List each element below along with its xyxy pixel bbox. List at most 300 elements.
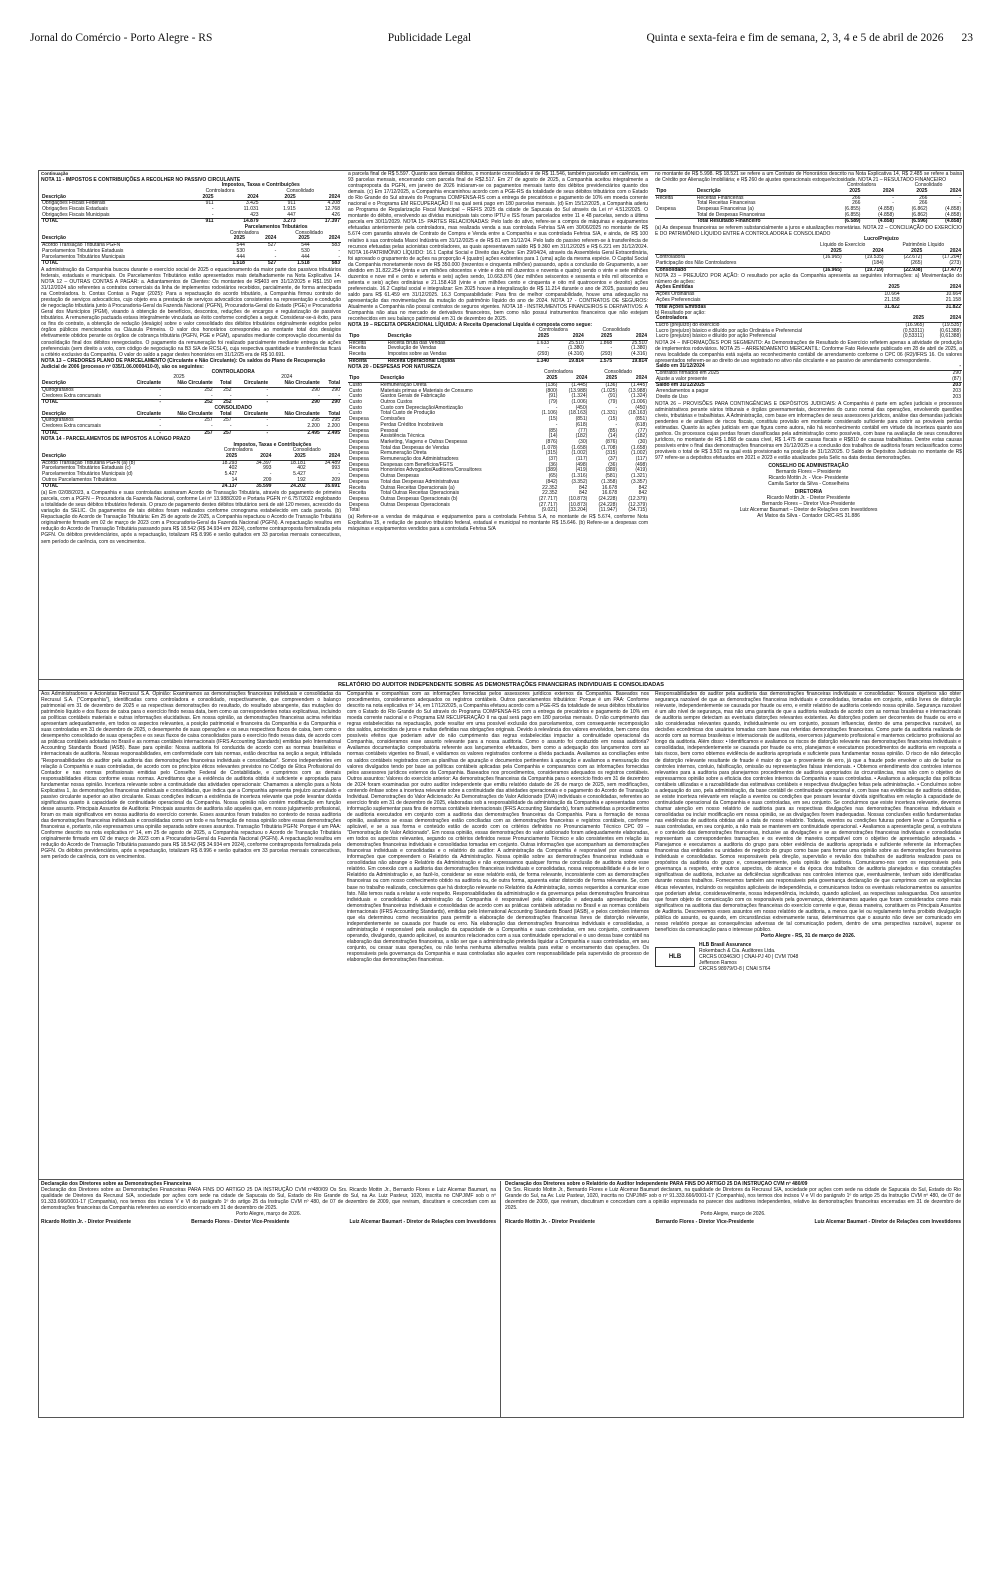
- declaration-place: Porto Alegre, março de 2026.: [700, 1211, 766, 1218]
- page-number: 23: [961, 32, 973, 44]
- table-cell: 34.397: [256, 459, 272, 466]
- table-cell: Total de Despesas Financeiras: [696, 211, 766, 218]
- table-cell: (91): [608, 393, 618, 400]
- table-cell: 209: [263, 476, 272, 483]
- note-11-table: Impostos, Taxas e Contribuições Controladora Consolidado Descrição 2025 2024 2025 2024 Obrigações Fiscais Federais 911 3.425 911 4.208 Obrigações Fiscais Estaduais - 11.031 1.915 12.768 Obrigações Fiscais Municipais - 423 447 426 TOTAL 911 14.879 3.273 17.397: [42, 182, 340, 225]
- table-cell: 1.518: [211, 261, 246, 267]
- table-cell: (0,53311): [903, 327, 925, 334]
- table-cell: 295: [311, 417, 320, 424]
- table-cell: Lucro (prejuízo) do exercício: [656, 321, 720, 328]
- declaration-text: Os Srs. Ricardo Mottin Jr., Bernardo Flores e Luiz Alcemar Baumart declaram, na qualidade de Diretores da Recrusul S/A, sociedade por ações com sede na cidade de Sapucaia do Sul, Estado do Rio Grande do Sul, na Av. Luiz Pasteur, 1020, inscrita no CNPJ/MF sob o nº 91.333.666/0001-17 (Companhia), nos termos dos incisos V e VI do parágrafo 1º do artigo 25 da Instrução CVM nº 480, de 07 de dezembro de 2009, que reviram, discutiram e concordam com a opinião expressada no parecer dos auditores independentes, relativo às demonstrações financeiras encerradas em 31 de dezembro de 2025.: [505, 1187, 961, 1212]
- table-cell: 14.879: [215, 219, 260, 225]
- table-cell: 17.397: [297, 219, 341, 225]
- table-cell: (6.855): [844, 205, 861, 212]
- table-cell: Despesas Financeiras (a): [696, 205, 754, 212]
- table-cell: Custo: [349, 399, 363, 405]
- table-cell: Custo: [349, 381, 363, 388]
- table-cell: Total: [214, 412, 233, 418]
- table-cell: (618): [635, 421, 647, 428]
- table-cell: (17.204): [942, 254, 961, 261]
- audit-firm-legal: Rokembach & Cia. Auditores Ltda.: [699, 947, 776, 954]
- table-cell: (16.965): [905, 321, 925, 328]
- table-cell: 2024: [613, 334, 648, 340]
- table-cell: 18.293: [221, 459, 238, 466]
- note-22-text: (a) As despesas financeiras se referem substancialmente a juros e atualizações monetárias. NOTA 22 – CONCILIAÇÃO DO EXERCÍCIO E DO PATRIMÔNIO LÍQUIDO ENTRE A CONTROLADORA E CONSOLIDADO: [655, 225, 962, 238]
- note-24-25-text: NOTA 24 – INFORMAÇÕES POR SEGMENTO: As Demonstrações de Resultado do Exercício refletem apenas a atividade de produção de implementos rodoviários. NOTA 25 – ARRENDAMENTO MERCANTIL: Conforme Fato Relevante publicado em 28 de abril de 2025, a nova localidade da companhia está sujeita ao reconhecimento contábil de arrendamento conforme o CPC 06 (R2)/IFRS 16. Os valores apresentados referem-se ao direito de uso registrado no ativo não circulante e ao passivo de arrendamento correspondente.: [655, 340, 962, 365]
- table-cell: -: [211, 392, 213, 399]
- table-cell: (79): [608, 399, 618, 405]
- declaration-signatures: [505, 1219, 961, 1225]
- column-1: [41, 171, 341, 678]
- hlb-logo-icon: HLB: [655, 947, 695, 967]
- table-cell: Pessoal: [380, 427, 399, 434]
- directors-declaration-financials: [41, 1181, 496, 1417]
- table-cell: 444: [301, 253, 310, 260]
- table-cell: (37): [548, 456, 558, 463]
- signature: Bernardo Flores - Diretor Vice-Presidente: [191, 1219, 290, 1226]
- table-cell: 2024: [297, 195, 341, 201]
- table-cell: -: [918, 364, 962, 370]
- column-2: [348, 171, 648, 678]
- table-cell: Direito de Uso: [656, 393, 688, 400]
- table-cell: 257: [204, 417, 213, 424]
- table-cell: (6.596): [895, 219, 929, 225]
- table-cell: 2025: [260, 195, 297, 201]
- table-cell: 2024: [901, 285, 962, 291]
- table-cell: (15): [548, 416, 558, 423]
- table-cell: (19.535): [942, 321, 961, 328]
- table-cell: Não Circulante: [162, 412, 214, 418]
- table-cell: -: [318, 392, 320, 399]
- table-cell: -: [211, 211, 214, 218]
- table-cell: (1.358): [601, 478, 618, 485]
- table-cell: Credores Extra concursais: [42, 392, 101, 399]
- table-cell: 2025: [588, 376, 618, 382]
- table-cell: 3.273: [260, 219, 297, 225]
- table-cell: Outras Despesas Operacionais: [380, 501, 450, 508]
- table-cell: (10.873): [568, 495, 588, 502]
- table-cell: (22.938): [885, 267, 924, 273]
- table-cell: -: [892, 194, 894, 201]
- director: Ricardo Mottin Jr. - Diretor Presidente: [766, 495, 851, 502]
- section-title: Publicidade Legal: [387, 32, 472, 44]
- table-cell: (4.858): [945, 205, 961, 212]
- table-cell: (498): [575, 461, 588, 468]
- table-cell: (87): [952, 375, 961, 382]
- table-cell: Parcelamentos Tributários Municipais: [42, 253, 126, 260]
- signature: Ricardo Mottin Jr. - Diretor Presidente: [41, 1219, 132, 1226]
- table-cell: 209: [331, 476, 340, 483]
- table-cell: 444: [236, 253, 245, 260]
- table-cell: (4.316): [631, 351, 647, 358]
- table-cell: 290: [952, 369, 961, 376]
- table-cell: Impostos sobre as Vendas: [387, 351, 447, 358]
- table-cell: (136): [545, 381, 558, 388]
- table-cell: -: [125, 430, 162, 436]
- table-cell: Despesa: [349, 473, 369, 480]
- table-cell: (24.228): [598, 495, 618, 502]
- table-cell: (293): [600, 351, 613, 358]
- table-cell: 11.031: [243, 205, 259, 212]
- note-22-table: Lucro/Prejuízo Líquido do Exercício Patrimônio Líquido 2025 2024 2025 2024 Controladora (16.965) (19.535) (22.672) (17.204) Participação dos Não Controladores - (184) (265) (273) Consolidado (16.965) (19.719) (22.938) (17.477): [656, 236, 961, 273]
- table-cell: Descrição: [41, 454, 204, 460]
- table-cell: (1.006): [631, 399, 647, 405]
- table-cell: Outras Despesas Operacionais (b): [380, 495, 458, 502]
- table-cell: -: [555, 421, 558, 428]
- table-cell: -: [266, 386, 269, 393]
- table-cell: (182): [575, 433, 588, 440]
- table-cell: (6.862): [911, 211, 928, 218]
- table-cell: 2024: [311, 236, 341, 242]
- table-cell: (13.988): [628, 387, 647, 394]
- table-cell: 530: [301, 247, 310, 254]
- table-cell: 252: [162, 400, 214, 406]
- table-cell: 257: [214, 430, 233, 436]
- table-cell: (273): [949, 259, 961, 266]
- table-cell: (9.021): [541, 507, 558, 514]
- table-cell: 25.510: [631, 339, 647, 346]
- table-cell: -: [547, 345, 550, 352]
- table-cell: (77): [638, 427, 647, 434]
- table-cell: Quirografários: [42, 386, 74, 393]
- table-cell: TOTAL: [41, 219, 181, 225]
- board-member: Ricardo Mottin Jr. - Vice- Presidente: [768, 475, 849, 482]
- table-cell: 21.158: [945, 296, 961, 303]
- table-cell: Receita: [656, 194, 673, 201]
- table-cell: Custo: [349, 404, 363, 411]
- table-cell: 252: [204, 386, 213, 393]
- table-cell: Custo: [349, 387, 363, 394]
- auditor-crc: CRCRS 98979/O-8 | CNAI 5764: [699, 966, 771, 973]
- table-cell: 266: [852, 194, 861, 201]
- table-cell: 527: [246, 261, 277, 267]
- table-cell: (4.858): [878, 211, 894, 218]
- table-cell: Remuneração Direta: [380, 450, 427, 457]
- table-cell: (34.715): [628, 507, 647, 514]
- table-cell: 203: [918, 383, 962, 389]
- table-cell: Despesa: [349, 461, 369, 468]
- table-cell: (0,53311): [903, 333, 925, 340]
- table-cell: TOTAL: [41, 400, 125, 406]
- table-cell: (1.006): [571, 399, 588, 405]
- table-cell: 2.495: [321, 430, 341, 436]
- table-cell: 2024: [238, 454, 272, 460]
- table-cell: Despesa: [349, 438, 369, 445]
- table-cell: 35.599: [238, 484, 272, 490]
- table-cell: (22.672): [903, 254, 923, 261]
- table-cell: 2025: [211, 236, 246, 242]
- table-cell: 2024: [928, 189, 962, 195]
- table-cell: 2025: [801, 249, 843, 255]
- table-cell: 1.340: [522, 358, 550, 364]
- table-cell: (19.535): [864, 254, 884, 261]
- table-cell: (6.862): [911, 205, 928, 212]
- table-cell: (4.858): [928, 219, 962, 225]
- table-cell: 544: [236, 242, 245, 249]
- table-cell: (13.988): [568, 387, 588, 394]
- note-20-text: (a) Refere-se a vendas de máquinas e equipamentos para a controlada Fehrisa S.A, no montante de R$ 5.674, conforme Nota Explicativa 15, e redução de passivo tributário federal, estadual e municipal no montante R$ 15.646. (b) Refere-se a despesas com máquinas e equipamentos vendidos para a controlada Fehrisa S/A: [348, 514, 648, 533]
- table-cell: Total Resultado Financeiro: [696, 219, 828, 225]
- table-cell: 1.868: [599, 339, 613, 346]
- table-cell: -: [269, 471, 272, 478]
- table-cell: 2.200: [307, 423, 320, 430]
- table-cell: Total Ações Emitidas: [655, 304, 839, 310]
- table-cell: Saldo em 31/12/2025: [655, 383, 918, 389]
- table-cell: 2024: [925, 316, 962, 322]
- table-cell: Receita Bruta das Vendas: [387, 339, 446, 346]
- note-14-title: NOTA 14 - PARCELAMENTOS DE IMPOSTOS A LONGO PRAZO: [41, 436, 191, 443]
- table-cell: -: [159, 386, 162, 393]
- table-cell: 2025: [522, 334, 550, 340]
- table-cell: (842): [545, 478, 558, 485]
- divider: [39, 1179, 963, 1180]
- table-cell: Credores Extra concursais: [42, 423, 101, 430]
- note-23a-table: [655, 285, 962, 310]
- table-cell: 31.822: [901, 304, 962, 310]
- table-cell: (315): [605, 450, 618, 457]
- table-cell: 16.678: [601, 484, 618, 491]
- table-cell: Quirografários: [42, 417, 74, 424]
- table-cell: (16.965): [801, 267, 843, 273]
- table-cell: 4.208: [327, 200, 340, 207]
- table-cell: Tipo: [348, 334, 387, 340]
- table-cell: -: [840, 259, 842, 266]
- table-cell: (1.658): [571, 444, 588, 451]
- table-cell: Perdas Créditos Incobráveis: [380, 421, 444, 428]
- audit-text: Responsabilidades do auditor pela auditoria das demonstrações financeiras individuais e consolidadas: Nossos objetivos são obter segurança razoável de que as demonstrações financeiras individuais e consolidadas, tomadas em conjunto, estão livres de distorção relevante, independentemente se causada por fraude ou erro, e emitir relatório de auditoria contendo nossa opinião. Segurança razoável é um alto nível de segurança, mas não uma garantia de que a auditoria realizada de acordo com as normas brasileiras e internacionais de auditoria sempre detectam as eventuais distorções relevantes existentes. As distorções podem ser decorrentes de fraude ou erro e são consideradas relevantes quando, individualmente ou em conjunto, possam influenciar, dentro de uma perspectiva razoável, as decisões econômicas dos usuários tomadas com base nas referidas demonstrações financeiras. Como parte da auditoria realizada de acordo com as normas brasileiras e internacionais de auditoria, exercemos julgamento profissional e mantemos ceticismo profissional ao longo da auditoria. Além disso: • Identificamos e avaliamos os riscos de distorção relevante nas demonstrações financeiras individuais e consolidadas, independentemente se causada por fraude ou erro, planejamos e executamos procedimentos de auditoria em resposta a tais riscos, bem como obtemos evidência de auditoria apropriada e suficiente para fundamentar nossa opinião. O risco de não detecção de distorção relevante resultante de fraude é maior do que o proveniente de erro, já que a fraude pode envolver o ato de burlar os controles internos, conluio, falsificação, omissão ou representações falsas intencionais. • Obtemos entendimento dos controles internos relevantes para a auditoria para planejarmos procedimentos de auditoria apropriados às circunstâncias, mas não com o objetivo de expressarmos opinião sobre a eficácia dos controles internos da Companhia e suas controladas. • Avaliamos a adequação das políticas contábeis utilizadas e a razoabilidade das estimativas contábeis e respectivas divulgações feitas pela administração. • Concluímos sobre a adequação do uso, pela administração, da base contábil de continuidade operacional e, com base nas evidências de auditoria obtidas, se existe incerteza relevante em relação a eventos ou condições que possam levantar dúvida significativa em relação à capacidade de continuidade operacional da Companhia e suas controladas, em seu conjunto. Se concluirmos que existe incerteza relevante, devemos chamar atenção em nosso relatório de auditoria para as respectivas divulgações nas demonstrações financeiras individuais e consolidadas ou incluir modificação em nossa opinião, se as divulgações forem inadequadas. Nossas conclusões estão fundamentadas nas evidências de auditoria obtidas até a data de nosso relatório. Todavia, eventos ou condições futuras podem levar a Companhia e suas controladas, em seu conjunto, a não mais se manterem em continuidade operacional. • Avaliamos a apresentação geral, a estrutura e o conteúdo das demonstrações financeiras, inclusive as divulgações e se as demonstrações financeiras individuais e consolidadas representam as correspondentes transações e os eventos de maneira compatível com o objetivo de apresentação adequada. • Planejamos e executamos a auditoria do grupo para obter evidência de auditoria apropriada e suficiente referente às informações financeiras das entidades ou unidades de negócio do grupo como base para formar uma opinião sobre as demonstrações financeiras individuais e consolidadas. Somos responsáveis pela direção, supervisão e revisão dos trabalhos de auditoria realizados para os propósitos da auditoria do grupo e, consequentemente, pela opinião de auditoria. Comunicamo-nos com os responsáveis pela governança a respeito, entre outros aspectos, do alcance e da época dos trabalhos de auditoria planejados e das constatações significativas de auditoria, inclusive as deficiências significativas nos controles internos que, eventualmente, tenham sido identificadas durante nossos trabalhos. Fornecemos também aos responsáveis pela governança declaração de que cumprimos com as exigências éticas relevantes, incluindo os requisitos aplicáveis de independência, e comunicamos todos os eventuais relacionamentos ou assuntos que poderiam afetar, consideravelmente, nossa independência, incluindo, quando aplicável, as respectivas salvaguardas. Dos assuntos que foram objeto de comunicação com os responsáveis pela governança, determinamos aqueles que foram considerados como mais significativos na auditoria das demonstrações financeiras do exercício corrente e que, dessa maneira, constituem os Principais Assuntos de Auditoria. Descrevemos esses assuntos em nosso relatório de auditoria, a menos que lei ou regulamento tenha proibido divulgação pública do assunto, ou quando, em circunstâncias extremamente raras, determinarmos que o assunto não deve ser comunicado em nosso relatório porque as consequências adversas de tal comunicação podem, dentro de uma perspectiva razoável, superar os benefícios da comunicação para o interesse público.: [655, 691, 961, 933]
- table-cell: Saldo em 31/12/2024: [655, 364, 918, 370]
- table-cell: -: [338, 253, 340, 260]
- signature: Bernardo Flores - Diretor Vice-Presidente: [655, 1219, 754, 1226]
- table-cell: -: [892, 200, 894, 207]
- table-cell: 2024: [550, 334, 585, 340]
- table-cell: -: [159, 423, 162, 430]
- table-cell: 14: [231, 476, 238, 483]
- table-cell: 12.768: [324, 205, 340, 212]
- table-cell: 530: [236, 247, 245, 254]
- table-cell: 257: [162, 430, 214, 436]
- note-21-table: Controladora Consolidado Tipo Descrição 2025 2024 2025 2024 Receita Receitas Financeiras 266 - 266 - Total Receitas Financeiras 266 - 266 - Despesa Despesas Financeiras (a) (6.855) (4.858) (6.862) (4.858) Total de Despesas Financeiras (6.855) (4.858) (6.862) (4.858) Total Resultado Financeiro (6.589) (4.858) (6.596) (4.858): [656, 182, 961, 225]
- table-cell: Descrição: [41, 412, 125, 418]
- table-cell: 203: [952, 393, 961, 400]
- table-cell: 527: [267, 242, 277, 249]
- table-cell: (85): [608, 427, 618, 434]
- table-cell: -: [159, 417, 162, 424]
- column-3: [655, 171, 962, 678]
- table-cell: Receita Operacional Líquida: [387, 358, 522, 364]
- table-cell: TOTAL: [41, 484, 204, 490]
- table-cell: (18.163): [628, 410, 647, 417]
- table-cell: (4.858): [861, 219, 895, 225]
- table-cell: 911: [181, 219, 215, 225]
- table-cell: 19.814: [550, 358, 585, 364]
- table-cell: (1.316): [571, 473, 588, 480]
- table-cell: Não Circulante: [269, 412, 321, 418]
- table-cell: 22.352: [542, 484, 558, 491]
- table-cell: 2025: [828, 189, 862, 195]
- table-cell: (4.858): [878, 205, 894, 212]
- table-cell: Contratos firmados em 2025: [656, 369, 720, 376]
- director: Luiz Alcemar Baumart – Diretor de Relações com Investidores: [739, 507, 878, 514]
- table-cell: Circulante: [233, 381, 270, 387]
- table-cell: Despesa: [349, 450, 369, 457]
- table-cell: (0,61388): [939, 333, 961, 340]
- table-cell: Custo: [349, 393, 363, 400]
- table-cell: 16.678: [601, 490, 618, 497]
- table-cell: -: [233, 400, 270, 406]
- note-20-title: NOTA 20 - DESPESAS POR NATUREZA: [348, 364, 441, 371]
- table-cell: (117): [635, 456, 647, 463]
- table-cell: (184): [871, 259, 884, 266]
- table-cell: 203: [952, 388, 961, 395]
- table-cell: Total: [349, 507, 360, 514]
- table-cell: -: [610, 345, 613, 352]
- table-cell: (419): [635, 467, 647, 474]
- table-cell: Receita: [349, 484, 366, 491]
- table-cell: (1.445): [571, 381, 588, 388]
- table-cell: Receita: [349, 351, 366, 358]
- audit-firm: HLB Brasil Assurance: [699, 941, 752, 948]
- table-cell: 2024: [618, 376, 648, 382]
- table-cell: TOTAL: [41, 430, 125, 436]
- declaration-text: Declaração dos Diretores sobre as Demonstrações Financeiras PARA FINS DO ARTIGO 25 DA INSTRUÇÃO CVM nº480/09 Os Srs. Ricardo Mottin Jr., Bernardo Flores e Luiz Alcemar Baumart, na qualidade de Diretores da Recrusul S/A, sociedade por ações com sede na cidade de Sapucaia do Sul, Estado do Rio Grande do Sul, na Av. Luiz Pasteur, 1020, inscrita no CNPJ/MF sob o nº 91.333.666/0001-17 (Companhia), nos termos dos incisos V e VI do parágrafo 1º do artigo 25 da Instrução CVM nº 480, de 07 de dezembro de 2009, que reviram, discutiram e concordam com as demonstrações financeiras da Companhia referentes ao exercício encerrado em 31 de dezembro de 2025.: [41, 1187, 496, 1212]
- audit-report-title: RELATÓRIO DO AUDITOR INDEPENDENTE SOBRE AS DEMONSTRAÇÕES FINANCEIRAS INDIVIDUAIS E CONSOLIDADAS: [39, 679, 963, 691]
- table-cell: Custo: [349, 410, 363, 417]
- table-cell: (18.163): [568, 410, 588, 417]
- note-14-text: (a) Em 02/08/2023, a Companhia e suas controladas assinaram Acordo de Transação Tributária, através do pagamento de primeira parcela, com a PGFN – Procuradoria da Fazenda Nacional, conforme Lei nº 13.988/2020 e Portaria PGFN nº 6.757/2022 englobando a totalidade de seus débitos tributários federais. O prazo de pagamento destes débitos tributários será de até 120 meses, acrescido da variação da SELIC. Os pagamentos de tais débitos foram realizados conforme cronograma estabelecido em cada parcela. (b) Repactuação do Acordo de Transação Tributária: Em 25 de agosto de 2025, a Companhia repactuou o Acordo de Transação Tributária originalmente firmado em 02 de março de 2023 com a Procuradoria-Geral da Fazenda Nacional (PGFN). A repactuação resultou em redução do Acordo de Transação Tributária passando para R$ 18.542 (R$ 34.934 em 2024), conforme contraproposta formalizada pela PGFN. Os débitos previdenciários, após a repactuação, totalizam R$ 8.996 e serão quitados em 33 parcelas mensais consecutivas, sem período de carência, com os vencimentos.: [41, 490, 341, 545]
- table-cell: 911: [205, 200, 214, 207]
- table-cell: (389): [605, 467, 618, 474]
- table-cell: 993: [263, 465, 272, 472]
- table-cell: 290: [321, 400, 341, 406]
- table-cell: Total: [321, 381, 341, 387]
- table-cell: Receita: [349, 490, 366, 497]
- table-cell: (450): [575, 404, 588, 411]
- table-cell: (136): [605, 381, 618, 388]
- table-cell: 583: [311, 261, 341, 267]
- table-cell: Total das Despesas Administrativas: [380, 478, 460, 485]
- table-cell: 1.633: [536, 339, 550, 346]
- table-cell: (27.717): [538, 495, 558, 502]
- board-title: CONSELHO DE ADMINISTRAÇÃO: [768, 462, 849, 469]
- audit-column-3: [655, 691, 961, 1179]
- continuation-label: Continuação: [41, 171, 69, 176]
- table-cell: Despesa: [349, 456, 369, 463]
- table-cell: (618): [575, 421, 588, 428]
- table-cell: 842: [578, 490, 588, 497]
- table-cell: (1.331): [601, 410, 618, 417]
- table-cell: Acordo Transação Tributária PGFN (a) (b): [42, 459, 136, 466]
- table-cell: 2024: [215, 195, 260, 201]
- audit-column-1: Aos Administradores e Acionistas Recrusul S.A. Opinião: Examinamos as demonstrações financeiras individuais e consolidadas da Recrusul S.A. ("Companhia"), identificadas como controladora e consolidado, respectivamente, que compreendem o balanço patrimonial em 31 de dezembro de 2025 e as respectivas demonstrações do resultado, do resultado abrangente, das mutações do patrimônio líquido e dos fluxos de caixa para o exercício findo nessa data, bem como as correspondentes notas explicativas, incluindo as políticas contábeis materiais e outras informações elucidativas. Em nossa opinião, as demonstrações financeiras acima referidas apresentam adequadamente, em todos os aspectos relevantes, a posição patrimonial e financeira da Companhia e da Companhia e suas controladas em 31 de dezembro de 2025, o desempenho de suas operações e os seus respectivos fluxos de caixa, bem como o desempenho consolidado de suas operações e os seus fluxos de caixa consolidados para o exercício findo nessa data, de acordo com as práticas contábeis adotadas no Brasil e as normas contábeis internacionais (IFRS Accounting Standards) emitidas pelo International Accounting Standards Board (IASB). Base para opinião: Nossa auditoria foi conduzida de acordo com as normas brasileiras e internacionais de auditoria. Nossas responsabilidades, em conformidade com tais normas, estão descritas na seção a seguir, intitulada "Responsabilidades do auditor pela auditoria das demonstrações financeiras individuais e consolidadas". Somos independentes em relação à Companhia e suas controladas, de acordo com os princípios éticos relevantes previstos no Código de Ética Profissional do Contador e nas normas profissionais emitidas pelo Conselho Federal de Contabilidade, e cumprimos com as demais responsabilidades éticas conforme essas normas. Acreditamos que a evidência de auditoria obtida é suficiente e apropriada para fundamentar nossa opinião. Incerteza relevante sobre a continuidade das atividades operacionais: Chamamos a atenção para a Nota Explicativa 1, às demonstrações financeiras individuais e consolidadas, que indica que a Companhia apresenta prejuízo acumulado e passivo circulante superior ao ativo circulante. Essas condições indicam a existência de incerteza relevante que pode levantar dúvida significativa quanto à capacidade de continuidade operacional da Companhia. Nossa opinião não contém modificação em função desse assunto. Principais Assuntos de Auditoria: Principais assuntos de auditoria são aqueles que, em nosso julgamento profissional, foram os mais significativos em nossa auditoria do exercício corrente. Esses assuntos foram tratados no contexto de nossa auditoria das demonstrações financeiras individuais e consolidadas como um todo e na formação de nossa opinião sobre essas demonstrações financeiras e, portanto, não expressamos uma opinião separada sobre esses assuntos. Transação Tributária PGFN: Porque é um PAA: Conforme descrito na nota explicativa nº 14, em 25 de agosto de 2025, a Companhia repactuou o Acordo de Transação Tributária originalmente firmado em 02 de março de 2023 com a Procuradoria-Geral da Fazenda Nacional (PGFN). A repactuação resultou em redução do Acordo de Transação Tributária passando para R$ 18.542 (R$ 34.934 em 2024), conforme contraproposta formalizada pela PGFN. Os débitos previdenciários, após a repactuação, totalizam R$ 8.996 e serão quitados em 33 parcelas mensais consecutivas, sem período de carência, com os vencimentos.: [41, 691, 341, 861]
- table-cell: 2024: [843, 249, 885, 255]
- table-cell: -: [274, 247, 277, 254]
- signature: Luiz Alcemar Baumart - Diretor de Relações com Investidores: [349, 1219, 496, 1226]
- directors-title: DIRETORIA: [794, 489, 823, 496]
- table-cell: Outras Despesas: [380, 473, 420, 480]
- table-cell: (4.316): [567, 351, 584, 358]
- table-cell: 5.427: [224, 471, 238, 478]
- table-cell: Participação dos Não Controladores: [656, 259, 737, 266]
- edition-date: Quinta e sexta-feira e fim de semana, 2, 3, 4 e 5 de abril de 2026: [646, 32, 944, 44]
- table-cell: Gastos Gerais de Fabricação: [380, 393, 446, 400]
- table-cell: Obrigações Fiscais Estaduais: [42, 205, 108, 212]
- table-cell: 423: [250, 211, 259, 218]
- note-25-table: [655, 364, 962, 400]
- table-cell: Controladora: [656, 254, 685, 261]
- table-cell: (6.589): [828, 219, 862, 225]
- table-cell: 2024: [246, 236, 277, 242]
- table-cell: 2025: [889, 316, 925, 322]
- table-cell: Parcelamentos Tributários Municipais (d): [42, 471, 133, 478]
- table-cell: 2024: [861, 189, 895, 195]
- note-13-table: CONTROLADORA 2025 2024 Descrição Circulante Não Circulante Total Circulante Não Circulante Total Quirografários - 252 252 - 290 290 Credores Extra concursais - - - - - - TOTAL - 252 252 - 290 290 CONSOLIDADO Descrição Circulante Não Circulante Total Circulante Não Circulante Total Quirografários - 257 257 - 295 295 Credores Extra concursais - - - - 2.200 2.200 TOTAL - 257 257 - 2.495 2.495: [42, 368, 340, 436]
- auditor-signature-block: [655, 942, 961, 972]
- table-cell: -: [211, 423, 213, 430]
- table-cell: Acordo Transação Tributária PGFN: [42, 242, 121, 249]
- table-cell: (3.357): [631, 478, 647, 485]
- table-cell: Não Circulante: [269, 381, 321, 387]
- table-cell: Não Circulante: [162, 381, 214, 387]
- table-cell: (876): [545, 438, 558, 445]
- table-cell: Despesa: [349, 416, 369, 423]
- table-cell: Ações Preferenciais: [656, 296, 701, 303]
- table-cell: Tipo: [348, 376, 379, 382]
- note-23b-title: b) Resultado por ação:: [655, 310, 706, 317]
- table-cell: -: [229, 423, 232, 430]
- table-cell: 2.495: [269, 430, 321, 436]
- table-cell: 34.489: [324, 459, 340, 466]
- note-20-table: Controladora Consolidado Tipo Descrição 2025 2024 2025 2024 Custo Remuneração Direta (136) (1.445) (136) (1.445) Custo Materiais primas e Materiais de Consumo (800) (13.988) (1.025) (13.988) Custo Gastos Gerais de Fabricação (91) (1.324) (91) (1.324) Custo Outros Custos (79) (1.006) (79) (1.006) Custo Custo com Depreciação/Amortização - (450) - (450) Custo Total Custo de Produção (1.106) (18.163) (1.331) (18.163) Despesa Comissões (15) (851) (15) (851) Despesa Perdas Créditos Incobráveis - (618) - (618) Despesa Pessoal (85) (77) (85) (77) Despesa Assistência Técnica (14) (182) (14) (182) Despesa Marketing, Viagens e Outras Despesas (876) (30) (876) (30) Despesa Total das Despesas de Vendas (1.078) (1.658) (1.708) (1.658) Despesa Remuneração Direta (315) (1.002) (315) (1.002) Despesa Remuneração dos Administradores (37) (117) (37) (117) Despesa Despesas com Benefícios/FGTS (36) (498) (36) (498) Despesa Honorários Advogados/Auditores/Consultores (389) (419) (389) (419) Despesa Outras Despesas (65) (1.316) (581) (1.321) Despesa Total das Despesas Administrativas (842) (3.352) (1.358) (3.357) Receita Outras Receitas Operacionais (a) 22.352 842 16.678 842 Receita Total Outras Receitas Operacionais 22.352 842 16.678 842 Despesa Outras Despesas Operacionais (b) (27.717) (10.873) (24.228) (12.379) Despesa Outras Despesas Operacionais (27.717) (10.873) (24.228) (12.379) Total (9.021) (33.204) (11.947) (34.715): [349, 369, 647, 514]
- table-cell: (1.445): [631, 381, 647, 388]
- table-cell: 2025: [204, 454, 238, 460]
- table-cell: Parcelamentos Tributários Estaduais (c): [42, 465, 131, 472]
- table-cell: Controladora: [655, 316, 889, 322]
- table-cell: 3.425: [246, 200, 259, 207]
- table-cell: -: [338, 392, 340, 399]
- table-cell: (24.228): [598, 501, 618, 508]
- table-cell: Descrição: [387, 334, 522, 340]
- declaration-signatures: [41, 1219, 496, 1225]
- table-cell: Despesa: [349, 467, 369, 474]
- table-cell: (12.379): [628, 495, 647, 502]
- table-cell: 2025: [529, 376, 559, 382]
- audit-firm-crc: CRCRS 003463/O | CNAI-PJ 40 | CVM 7048: [699, 954, 799, 961]
- table-cell: (3.352): [571, 478, 588, 485]
- table-cell: Lucro (prejuízo) básico e diluído por ação Ordinária e Preferencial: [656, 327, 803, 334]
- accountant: Ari Matos da Silva - Contador CRC-RS 31.886: [757, 513, 860, 520]
- table-cell: -: [233, 430, 270, 436]
- table-cell: TOTAL: [41, 261, 211, 267]
- table-cell: -: [159, 392, 162, 399]
- table-cell: Total Receitas Financeiras: [696, 200, 756, 207]
- audit-place-date: Porto Alegre - RS, 31 de março de 2026.: [760, 932, 856, 939]
- table-cell: (498): [635, 461, 647, 468]
- table-cell: -: [266, 417, 269, 424]
- table-cell: 2024: [923, 249, 962, 255]
- table-cell: (11.947): [598, 507, 618, 514]
- table-cell: -: [229, 392, 232, 399]
- table-cell: (14): [548, 433, 558, 440]
- table-cell: (77): [578, 427, 588, 434]
- table-cell: 2025: [277, 236, 310, 242]
- note-20-21-text: no montante de R$ 5.998. R$ 18.521 se refere a um Contrato de Honorários descrito na Nota Explicativa 14, R$ 2.485 se refere a baixa de Crédito por Alienação Imobiliária; e R$ 260 de ajustes operacionais estoque/ociosidade. NOTA 21 – RESULTADO FINANCEIRO: [655, 171, 962, 184]
- table-cell: Outros Custos: [380, 399, 413, 405]
- table-cell: 19.814: [613, 358, 648, 364]
- header-right: [647, 32, 973, 44]
- table-cell: 18.181: [290, 459, 306, 466]
- table-cell: -: [266, 392, 269, 399]
